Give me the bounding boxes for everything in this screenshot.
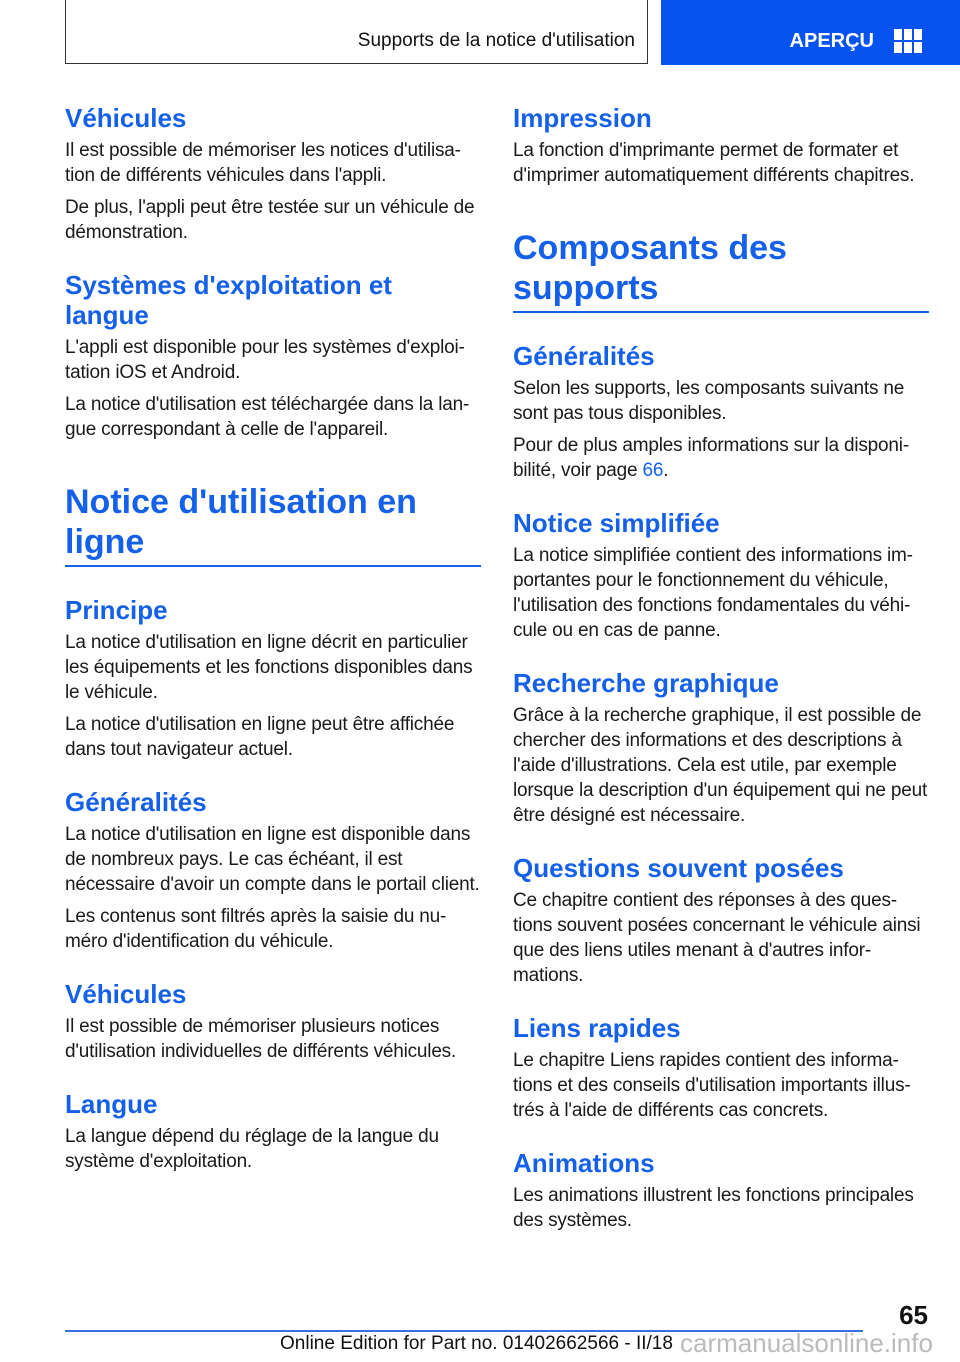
text: Systèmes d'exploitation et langue	[65, 270, 392, 330]
page-number: 65	[899, 1300, 928, 1330]
text: Notice simplifiée	[513, 508, 720, 538]
text: Recherche graphique	[513, 668, 779, 698]
paragraph	[65, 138, 481, 188]
text: Ce chapitre contient des réponses à des questions souvent posées concernant le véhicule ainsi que des liens utiles menant à d'autres informations.	[513, 890, 921, 986]
paragraph	[65, 195, 481, 245]
apercu-tab[interactable]	[661, 0, 960, 65]
paragraph	[65, 630, 481, 705]
text: L'appli est disponible pour les systèmes d'exploitation iOS et Android.	[65, 337, 465, 383]
page-link[interactable]: 66	[642, 460, 664, 481]
paragraph	[513, 1048, 929, 1123]
grid-icon	[894, 29, 922, 53]
text: Les animations illustrent les fonctions principales des systèmes.	[513, 1185, 914, 1231]
text: De plus, l'appli peut être testée sur un véhicule de démonstration.	[65, 197, 475, 243]
footer-edition: Online Edition for Part no. 01402662566 - II/18	[280, 1333, 673, 1354]
text: Généralités	[65, 787, 207, 817]
text: Grâce à la recherche graphique, il est possible de chercher des informations et des descriptions à l'aide d'illustrations. Cela est utile, par exemple lorsque la description d'un équipement qui ne peut être désigné est nécessaire.	[513, 705, 928, 826]
text: La notice d'utilisation en ligne peut être affichée dans tout navigateur actuel.	[65, 714, 455, 760]
section-heading	[513, 853, 929, 883]
text: Selon les supports, les composants suivants ne sont pas tous disponibles.	[513, 378, 905, 424]
section-heading	[513, 103, 929, 133]
paragraph	[65, 335, 481, 385]
paragraph	[513, 703, 929, 828]
chapter-heading	[65, 482, 481, 567]
section-heading	[513, 341, 929, 371]
text: Il est possible de mémoriser les notices d'utilisation de différents véhicules dans l'appli.	[65, 140, 461, 186]
text: La fonction d'imprimante permet de formater et d'imprimer automatiquement différents chapitres.	[513, 140, 915, 186]
paragraph	[513, 1183, 929, 1233]
text: Véhicules	[65, 979, 187, 1009]
section-heading	[513, 508, 929, 538]
paragraph	[513, 433, 929, 483]
section-heading	[65, 270, 481, 330]
apercu-tab-label: APERÇU	[789, 30, 874, 52]
text: Il est possible de mémoriser plusieurs notices d'utilisation individuelles de différents véhicules.	[65, 1016, 457, 1062]
watermark: carmanualsonline.info	[680, 1328, 933, 1358]
paragraph	[513, 888, 929, 988]
text: La notice d'utilisation en ligne est disponible dans de nombreux pays. Le cas échéant, il est nécessaire d'avoir un compte dans le portail client.	[65, 824, 480, 895]
text: La notice d'utilisation en ligne décrit en particulier les équipements et les fonctions disponibles dans le véhicule.	[65, 632, 473, 703]
paragraph	[65, 712, 481, 762]
text: Questions souvent posées	[513, 853, 844, 883]
text: Animations	[513, 1148, 655, 1178]
text: La notice d'utilisation est téléchargée dans la langue correspondant à celle de l'appareil.	[65, 394, 470, 440]
paragraph	[65, 822, 481, 897]
header-title-box	[65, 0, 648, 64]
section-heading	[513, 1148, 929, 1178]
paragraph	[513, 376, 929, 426]
section-heading	[65, 595, 481, 625]
text: La notice simplifiée contient des informations importantes pour le fonctionnement du véhicule, l'utilisation des fonctions fondamentales du véhicule ou en cas de panne.	[513, 545, 913, 641]
section-heading	[513, 1013, 929, 1043]
paragraph	[513, 138, 929, 188]
section-heading	[65, 1089, 481, 1119]
paragraph	[65, 904, 481, 954]
text: Les contenus sont filtrés après la saisie du numéro d'identification du véhicule.	[65, 906, 447, 952]
section-heading	[65, 979, 481, 1009]
text: Le chapitre Liens rapides contient des informations et des conseils d'utilisation importants illustrés à l'aide de différents cas concrets.	[513, 1050, 911, 1121]
chapter-heading	[513, 228, 929, 313]
text: Composants des supports	[513, 229, 787, 307]
text: Principe	[65, 595, 168, 625]
section-heading	[65, 103, 481, 133]
text: Liens rapides	[513, 1013, 681, 1043]
text: Véhicules	[65, 103, 187, 133]
header-title: Supports de la notice d'utilisation	[357, 30, 635, 51]
text: Généralités	[513, 341, 655, 371]
text: Pour de plus amples informations sur la disponibilité, voir page	[513, 435, 910, 481]
section-heading	[65, 787, 481, 817]
text: Langue	[65, 1089, 158, 1119]
section-heading	[513, 668, 929, 698]
right-column	[513, 103, 929, 1240]
paragraph	[513, 543, 929, 643]
text: La langue dépend du réglage de la langue du système d'exploitation.	[65, 1126, 439, 1172]
left-column	[65, 103, 481, 1181]
paragraph	[65, 1124, 481, 1174]
paragraph	[65, 392, 481, 442]
text: Notice d'utilisation en ligne	[65, 483, 417, 561]
text: Impression	[513, 103, 652, 133]
paragraph	[65, 1014, 481, 1064]
text: .	[663, 460, 669, 481]
